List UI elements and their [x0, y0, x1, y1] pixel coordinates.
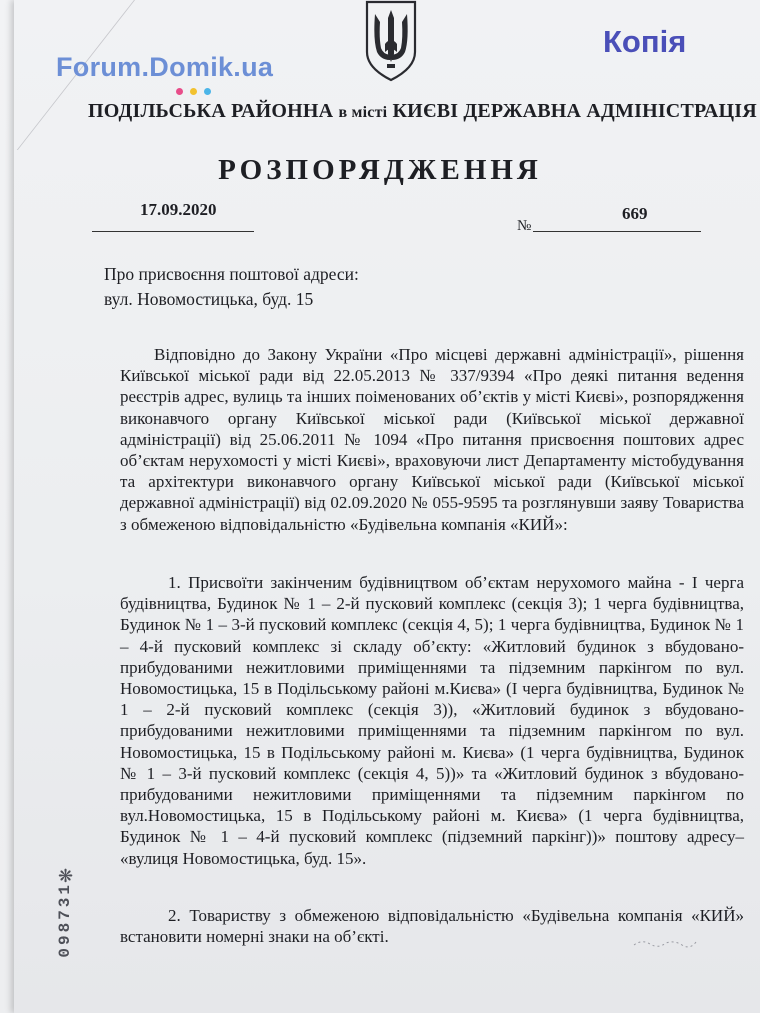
watermark-dot-pink: [176, 88, 183, 95]
watermark-dot-yellow: [190, 88, 197, 95]
preamble-block: [120, 344, 744, 535]
org-name-part2: в місті: [338, 104, 388, 121]
subject-line-2: вул. Новомостицька, буд. 15: [104, 289, 314, 309]
copy-stamp: Копія: [603, 24, 687, 59]
org-name-part1: ПОДІЛЬСЬКА РАЙОННА: [88, 100, 334, 122]
document-number: 669: [622, 204, 648, 223]
document-subject: [104, 262, 359, 312]
date-underline: [92, 231, 254, 232]
organization-name: [88, 100, 757, 123]
trident-emblem-icon: [363, 0, 419, 82]
order-item-2: 2. Товариству з обмеженою відповідальністю «Будівельна компанія «КИЙ» встановити номерні знаки на об’єкті.: [120, 906, 744, 947]
number-underline: [533, 231, 701, 232]
registration-star-icon: ❋: [58, 866, 74, 886]
preamble-paragraph: Відповідно до Закону України «Про місцеві державні адміністрації», рішення Київської міської ради від 22.05.2013 № 337/9394 «Про деякі питання ведення реєстрів адрес, вулиць та інших поіменованих об’єктів у місті Києві», розпорядження виконавчого органу Київської міської ради (Київської міської державної адміністрації) від 25.06.2011 № 1094 «Про питання присвоєння поштових адрес об’єктам нерухомості у місті Києві», враховуючи лист Департаменту містобудування та архітектури виконавчого органу Київської міської ради (Київської міської державної адміністрації) від 02.09.2020 № 055-9595 та розглянувши заяву Товариства з обмеженою відповідальністю «Будівельна компанія «КИЙ»:: [120, 345, 744, 534]
subject-line-1: Про присвоєння поштової адреси:: [104, 264, 359, 284]
watermark-dot-blue: [204, 88, 211, 95]
watermark: Forum.Domik.ua: [56, 52, 274, 82]
document-title: РОЗПОРЯДЖЕННЯ: [218, 154, 542, 186]
order-item-1: 1. Присвоїти закінченим будівництвом об’єктам нерухомого майна - І черга будівництва, Будинок № 1 – 2-й пусковий комплекс (секція 3); 1 черга будівництва, Будинок № 1 – 3-й пусковий комплекс (секція 4, 5); 1 черга будівництва, Будинок № 1 – 4-й пусковий комплекс зі складу об’єкту: «Житловий будинок з вбудовано-прибудованими нежитловими приміщеннями та підземним паркінгом по вул. Новомостицька, 15 в Подільському районі м.Києва» (І черга будівництва, Будинок № 1 – 2-й пусковий комплекс (секція 3)), «Житловий будинок з вбудовано-прибудованими нежитловими приміщеннями та підземним паркінгом по вул. Новомостицька, 15 в Подільському районі м. Києва» (1 черга будівництва, Будинок № 1 – 3-й пусковий комплекс (секція 4, 5))» та «Житловий будинок з вбудовано-прибудованими нежитловими приміщеннями та підземним паркінгом по вул.Новомостицька, 15 в Подільському районі м. Києва» (1 черга будівництва, Будинок № 1 – 4-й пусковий комплекс (підземний паркінг))» поштову адресу– «вулиця Новомостицька, буд. 15».: [120, 573, 744, 868]
item-1-block: [120, 572, 744, 869]
registration-number: 098731: [56, 882, 74, 958]
watermark-dots: [176, 88, 211, 95]
org-name-part3: КИЄВІ ДЕРЖАВНА АДМІНІСТРАЦІЯ: [392, 100, 757, 122]
number-label: №: [517, 218, 532, 234]
pen-mark: [630, 936, 700, 950]
document-date: 17.09.2020: [140, 200, 217, 219]
